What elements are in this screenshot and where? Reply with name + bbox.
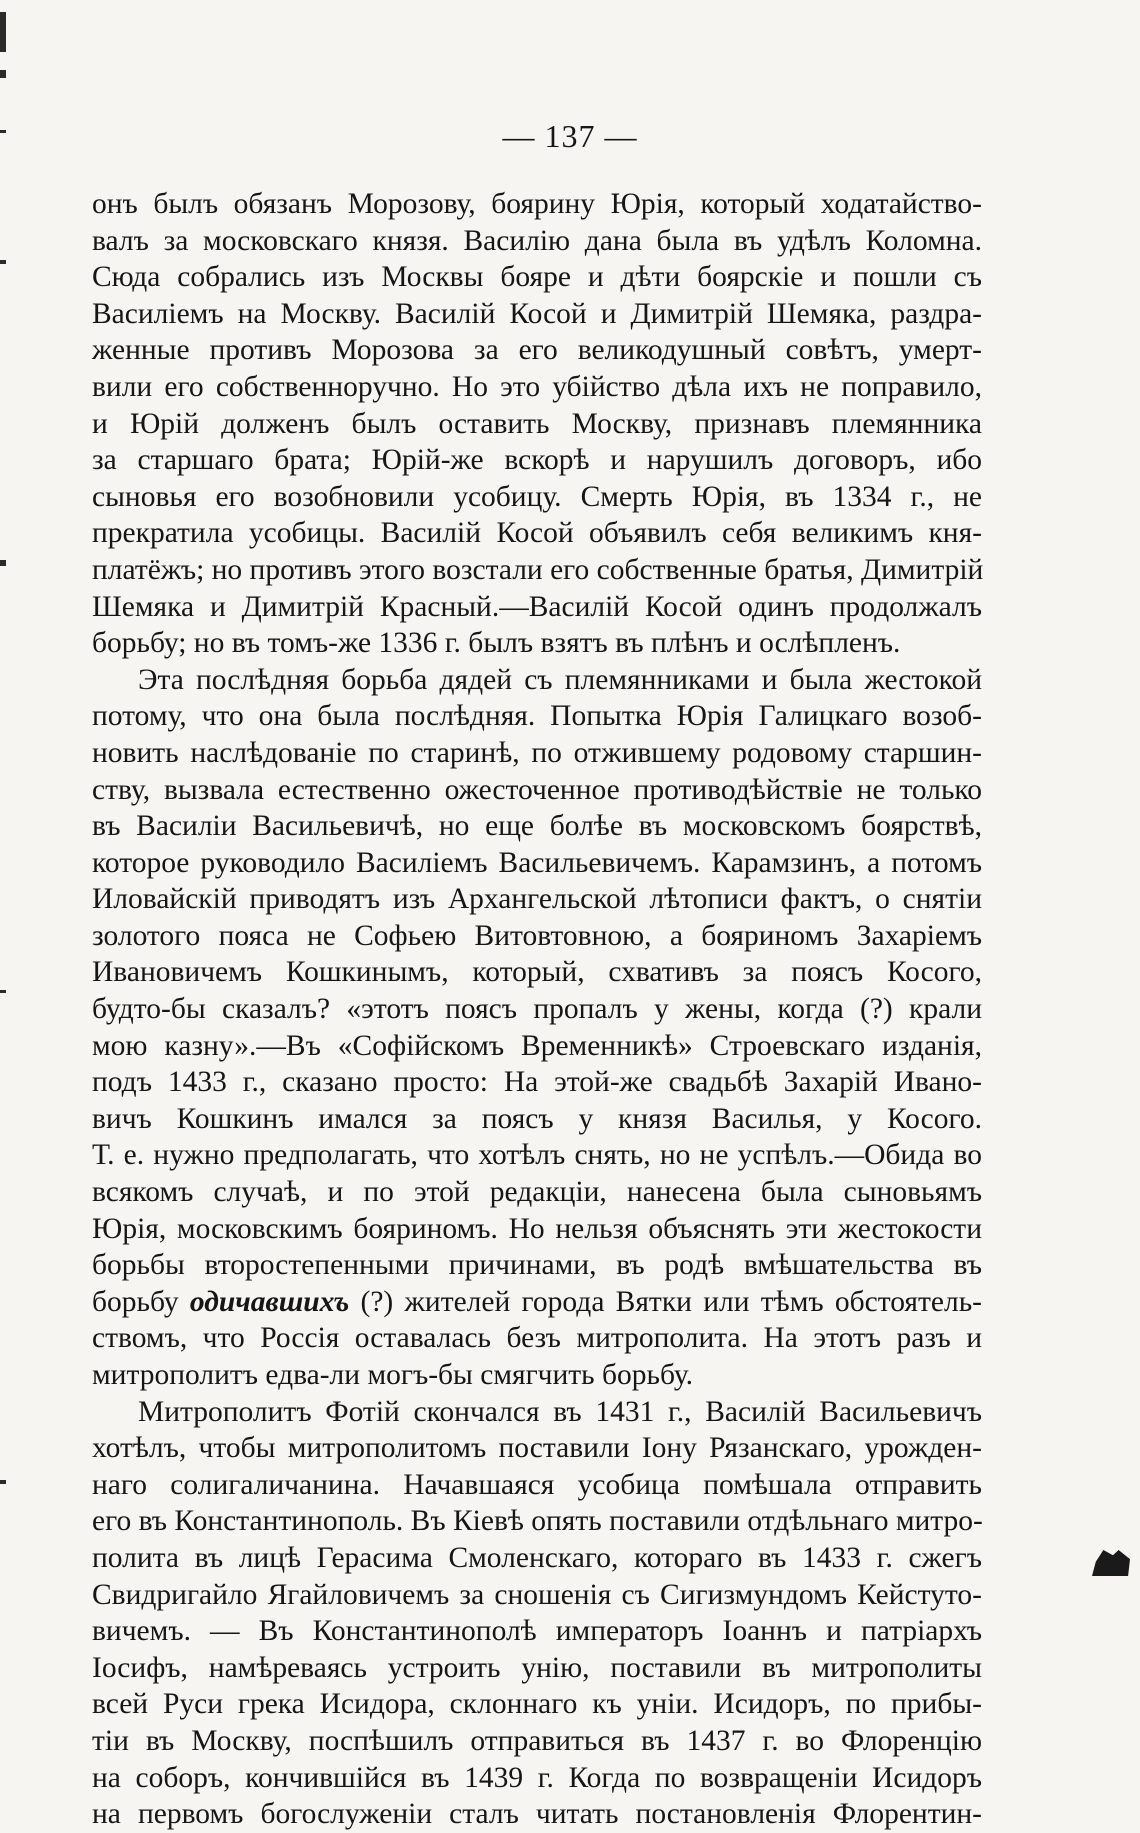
text-line: и Юрій долженъ былъ оставить Москву, признавъ племянника	[92, 407, 982, 440]
text-line: въ Василіи Васильевичѣ, но еще болѣе въ московскомъ боярствѣ,	[92, 810, 982, 843]
text-line: онъ былъ обязанъ Морозову, боярину Юрія, который ходатайство-	[92, 188, 982, 220]
text-line: на первомъ богослуженіи сталъ читать постановленія Флорентин-	[92, 1798, 982, 1831]
scan-mark	[0, 260, 6, 264]
text-line: новить наслѣдованіе по старинѣ, по отжившему родовому старшин-	[92, 736, 982, 769]
text-line: Т. е. нужно предполагать, что хотѣлъ снять, но не успѣлъ.—Обида во	[92, 1139, 982, 1172]
text-line: сыновья его возобновили усобицу. Смерть Юрія, въ 1334 г., не	[92, 480, 982, 513]
text-line: золотого пояса не Софьею Витовтовною, а бояриномъ Захаріемъ	[92, 919, 982, 952]
text-line: ству, вызвала естественно ожесточенное противодѣйствіе не только	[92, 773, 982, 806]
scan-edge-artifact	[0, 0, 12, 1748]
text-line: Митрополитъ Фотій скончался въ 1431 г., Василій Васильевичъ	[138, 1395, 982, 1428]
text-line: будто-бы сказалъ? «этотъ поясъ пропалъ у жены, когда (?) крали	[92, 993, 982, 1026]
text-line: Сюда собрались изъ Москвы бояре и дѣти боярскіе и пошли съ	[92, 261, 982, 294]
ink-blot	[1092, 1550, 1130, 1576]
text-line: борьбы второстепенными причинами, въ родѣ вмѣшательства въ	[92, 1249, 982, 1282]
text-line: которое руководило Василіемъ Васильевичемъ. Карамзинъ, а потомъ	[92, 846, 982, 879]
text-line: за старшаго брата; Юрій-же вскорѣ и нарушилъ договоръ, ибо	[92, 444, 982, 477]
text-segment: (?) жителей города Вятки или тѣмъ обстоятель-	[349, 1285, 982, 1318]
text-line: Шемяка и Димитрій Красный.—Василій Косой одинъ продолжалъ	[92, 590, 982, 623]
body-text	[92, 186, 982, 1833]
text-line: хотѣлъ, чтобы митрополитомъ поставили Іону Рязанскаго, урожден-	[92, 1432, 982, 1465]
scan-mark	[0, 560, 6, 566]
text-line: потому, что она была послѣдняя. Попытка Юрія Галицкаго возоб-	[92, 700, 982, 733]
emphasized-word: одичавшихъ	[189, 1285, 350, 1318]
text-line: тіи въ Москву, поспѣшилъ отправиться въ 1437 г. во Флоренцію	[92, 1724, 982, 1757]
text-line: митрополитъ едва-ли могъ-бы смягчить борьбу.	[92, 1359, 694, 1391]
text-line: Василіемъ на Москву. Василій Косой и Димитрій Шемяка, раздра-	[92, 297, 982, 330]
text-line: всякомъ случаѣ, и по этой редакціи, нанесена была сыновьямъ	[92, 1176, 982, 1209]
text-line: Ивановичемъ Кошкинымъ, который, схвативъ за поясъ Косого,	[92, 956, 982, 989]
text-line: Иловайскій приводятъ изъ Архангельской лѣтописи фактъ, о снятіи	[92, 883, 982, 916]
text-line: платёжъ; но противъ этого возстали его собственные братья, Димитрій	[92, 553, 984, 586]
scan-mark	[0, 70, 6, 78]
text-segment: борьбу	[92, 1285, 190, 1318]
text-line: его въ Константинополь. Въ Кіевѣ опять поставили отдѣльнаго митро-	[92, 1505, 983, 1538]
scan-mark	[0, 990, 6, 993]
text-line: прекратила усобицы. Василій Косой объявилъ себя великимъ кня-	[92, 517, 982, 550]
text-line: вили его собственноручно. Но это убійство дѣла ихъ не поправило,	[92, 370, 982, 403]
scan-mark	[0, 1480, 6, 1484]
text-line: Юрія, московскимъ бояриномъ. Но нельзя объяснять эти жестокости	[92, 1212, 982, 1245]
text-line: женные противъ Морозова за его великодушный совѣтъ, умерт-	[92, 334, 982, 367]
text-line: Іосифъ, намѣреваясь устроить унію, поставили въ митрополиты	[92, 1651, 982, 1684]
scan-mark	[0, 12, 6, 52]
text-line: борьбу; но въ томъ-же 1336 г. былъ взятъ въ плѣнъ и ослѣпленъ.	[92, 627, 901, 660]
text-line: вичъ Кошкинъ имался за поясъ у князя Василья, у Косого.	[92, 1102, 982, 1135]
text-line: полита въ лицѣ Герасима Смоленскаго, котораго въ 1433 г. сжегъ	[92, 1541, 982, 1574]
text-line: Эта послѣдняя борьба дядей съ племянниками и была жестокой	[138, 663, 982, 696]
text-line: Свидригайло Ягайловичемъ за сношенія съ Сигизмундомъ Кейстуто-	[92, 1578, 982, 1611]
page-number: — 137 —	[502, 118, 638, 154]
text-line: на соборъ, кончившійся въ 1439 г. Когда по возвращеніи Исидоръ	[92, 1761, 982, 1794]
text-line: мою казну».—Въ «Софійскомъ Временникѣ» Строевскаго изданія,	[92, 1029, 982, 1062]
text-line: вичемъ. — Въ Константинополѣ императоръ Іоаннъ и патріархъ	[92, 1615, 982, 1648]
text-line: ствомъ, что Россія оставалась безъ митрополита. На этотъ разъ и	[92, 1322, 982, 1355]
text-line: валъ за московскаго князя. Василію дана была въ удѣлъ Коломна.	[92, 224, 982, 257]
text-line: подъ 1433 г., сказано просто: На этой-же свадьбѣ Захарій Ивано-	[92, 1066, 982, 1099]
text-line: наго солигаличанина. Начавшаяся усобица помѣшала отправить	[92, 1468, 982, 1501]
text-line: всей Руси грека Исидора, склоннаго къ уніи. Исидоръ, по прибы-	[92, 1688, 982, 1721]
text-line	[92, 1284, 982, 1321]
